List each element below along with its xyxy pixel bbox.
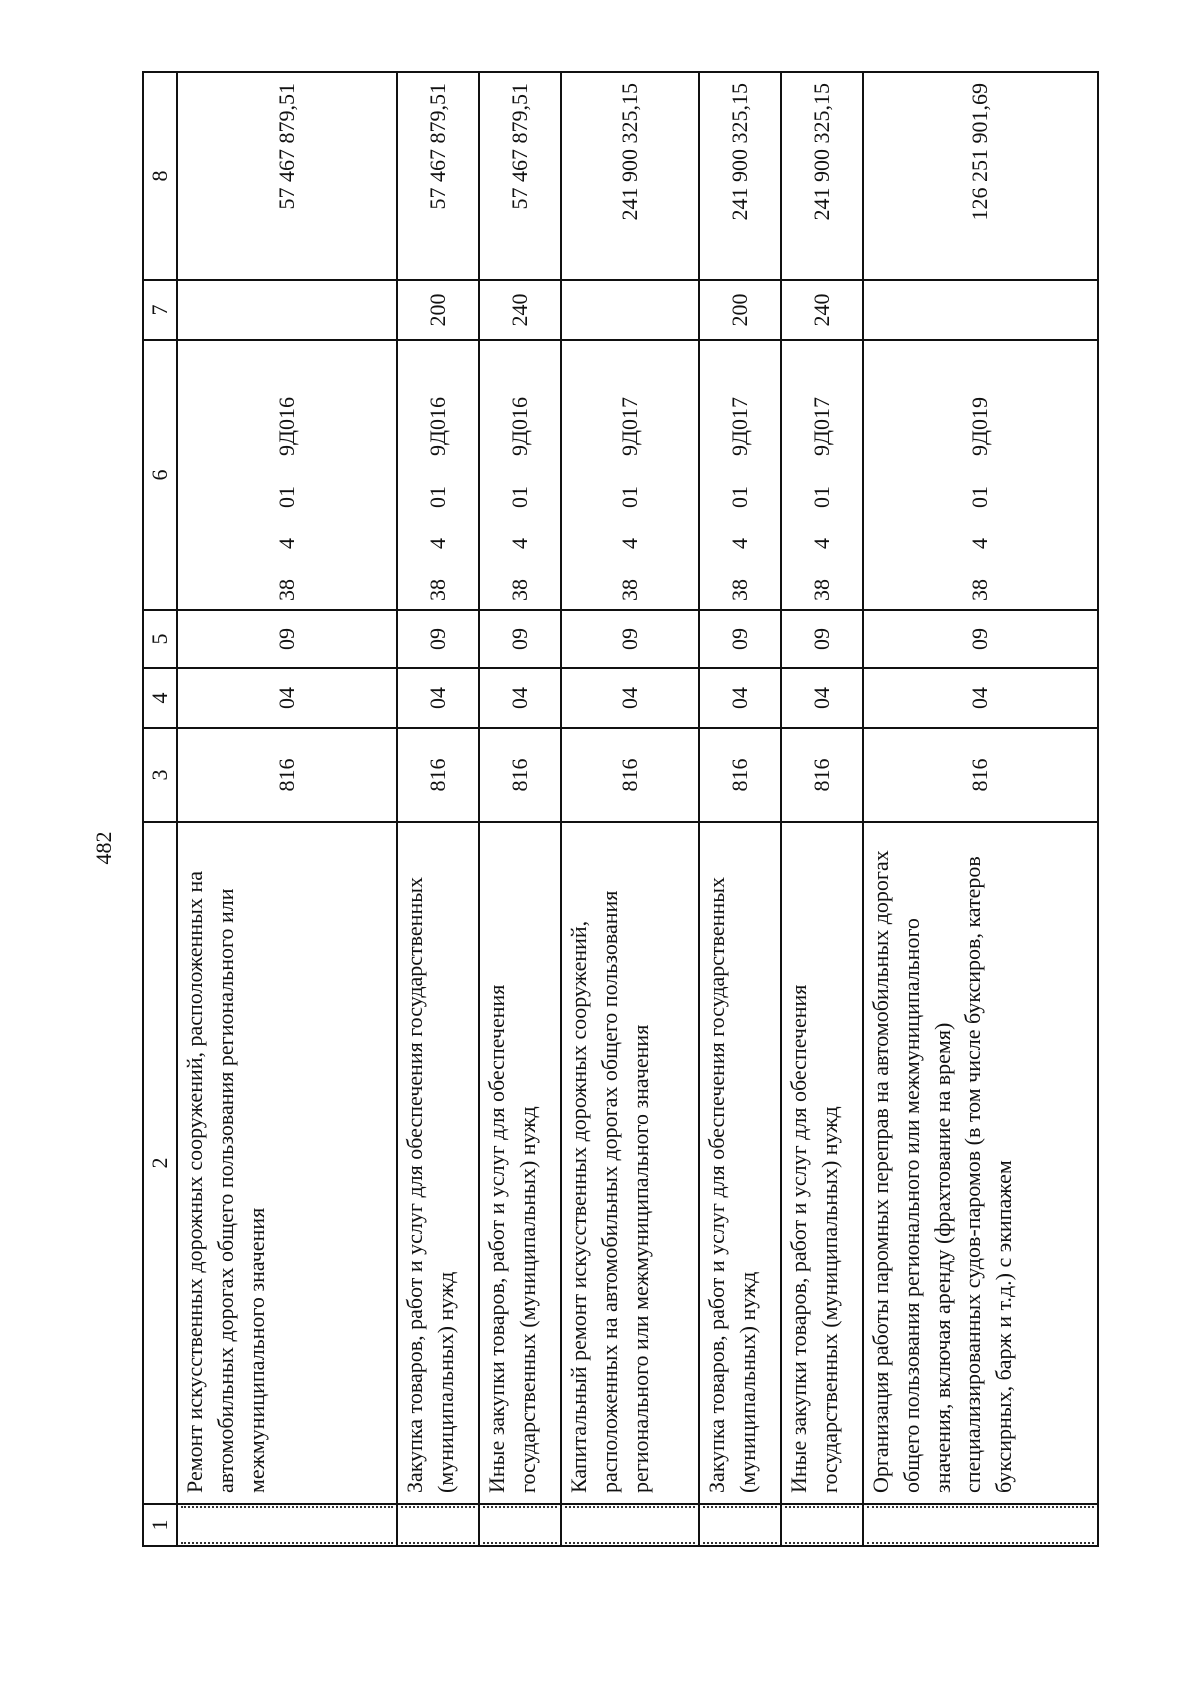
column-header-4: 4	[143, 668, 177, 728]
row-code-cell	[177, 340, 397, 610]
code-part: 01	[424, 486, 450, 508]
row-code-cell	[699, 340, 781, 610]
code-part: 9Д016	[424, 396, 450, 456]
row-amount-cell: 241 900 325,15	[699, 72, 781, 280]
row-name-cell: Организация работы паромных переправ на автомобильных дорогах общего пользования регионального или межмуниципального значения, включая аренду (фрахтование на время) специализированных судов-паромов (в том числе буксиров, катеров буксирных, барж и т.д.) с экипажем	[863, 822, 1098, 1504]
table-row	[479, 72, 561, 1546]
code-part: 01	[273, 486, 299, 508]
row-col7-cell: 200	[397, 280, 479, 340]
code-part: 4	[273, 538, 299, 549]
column-header-7: 7	[143, 280, 177, 340]
table-row	[177, 72, 397, 1546]
row-amount-cell: 57 467 879,51	[397, 72, 479, 280]
code-part: 4	[967, 538, 993, 549]
target-code	[965, 341, 996, 601]
code-part: 01	[726, 486, 752, 508]
row-number-cell	[863, 1504, 1098, 1546]
code-part: 01	[616, 486, 642, 508]
code-part: 38	[726, 579, 752, 601]
code-part: 9Д017	[616, 396, 642, 456]
row-amount-cell: 126 251 901,69	[863, 72, 1098, 280]
code-part: 9Д017	[726, 396, 752, 456]
target-code	[615, 341, 646, 601]
row-col4-cell: 04	[397, 668, 479, 728]
row-name-cell: Капитальный ремонт искусственных дорожных сооружений, расположенных на автомобильных дорогах общего пользования регионального или межмуниципального значения	[561, 822, 699, 1504]
code-part: 38	[424, 579, 450, 601]
row-code-cell	[397, 340, 479, 610]
row-col5-cell: 09	[699, 610, 781, 668]
column-header-1: 1	[143, 1504, 177, 1546]
row-col7-cell	[177, 280, 397, 340]
table-row	[397, 72, 479, 1546]
row-col7-cell: 240	[479, 280, 561, 340]
row-col4-cell: 04	[699, 668, 781, 728]
row-col7-cell: 240	[781, 280, 863, 340]
code-part: 01	[967, 486, 993, 508]
code-part: 4	[808, 538, 834, 549]
row-col3-cell: 816	[479, 728, 561, 822]
row-col7-cell	[561, 280, 699, 340]
table-row	[561, 72, 699, 1546]
row-code-cell	[561, 340, 699, 610]
dotted-divider	[480, 1505, 560, 1545]
budget-table	[142, 71, 1099, 1547]
row-code-cell	[781, 340, 863, 610]
row-name-cell: Закупка товаров, работ и услуг для обеспечения государственных (муниципальных) нужд	[699, 822, 781, 1504]
row-col3-cell: 816	[699, 728, 781, 822]
code-part: 4	[424, 538, 450, 549]
code-part: 4	[726, 538, 752, 549]
target-code	[807, 341, 838, 601]
dotted-divider	[178, 1505, 396, 1545]
row-name-cell: Закупка товаров, работ и услуг для обеспечения государственных (муниципальных) нужд	[397, 822, 479, 1504]
row-col3-cell: 816	[781, 728, 863, 822]
budget-table-container	[142, 83, 1097, 1547]
code-part: 38	[506, 579, 532, 601]
row-number-cell	[177, 1504, 397, 1546]
code-part: 4	[616, 538, 642, 549]
row-number-cell	[479, 1504, 561, 1546]
row-amount-cell: 57 467 879,51	[479, 72, 561, 280]
row-col5-cell: 09	[863, 610, 1098, 668]
code-part: 9Д016	[506, 396, 532, 456]
row-name-cell: Иные закупки товаров, работ и услуг для обеспечения государственных (муниципальных) нужд	[479, 822, 561, 1504]
column-header-6: 6	[143, 340, 177, 610]
row-col3-cell: 816	[863, 728, 1098, 822]
code-part: 01	[506, 486, 532, 508]
column-header-5: 5	[143, 610, 177, 668]
row-col4-cell: 04	[177, 668, 397, 728]
row-col7-cell	[863, 280, 1098, 340]
table-row	[781, 72, 863, 1546]
row-code-cell	[863, 340, 1098, 610]
code-part: 9Д019	[967, 396, 993, 456]
row-number-cell	[699, 1504, 781, 1546]
row-amount-cell: 57 467 879,51	[177, 72, 397, 280]
code-part: 38	[273, 579, 299, 601]
code-part: 38	[808, 579, 834, 601]
row-col4-cell: 04	[863, 668, 1098, 728]
dotted-divider	[700, 1505, 780, 1545]
code-part: 9Д016	[273, 396, 299, 456]
dotted-divider	[782, 1505, 862, 1545]
target-code	[505, 341, 536, 601]
row-col3-cell: 816	[397, 728, 479, 822]
code-part: 38	[616, 579, 642, 601]
target-code	[725, 341, 756, 601]
row-col3-cell: 816	[177, 728, 397, 822]
dotted-divider	[864, 1505, 1097, 1545]
code-part: 4	[506, 538, 532, 549]
row-code-cell	[479, 340, 561, 610]
table-header-row	[143, 72, 177, 1546]
row-col5-cell: 09	[781, 610, 863, 668]
row-amount-cell: 241 900 325,15	[561, 72, 699, 280]
page-number: 482	[91, 831, 116, 865]
dotted-divider	[398, 1505, 478, 1545]
code-part: 9Д017	[808, 396, 834, 456]
row-col4-cell: 04	[479, 668, 561, 728]
row-col5-cell: 09	[177, 610, 397, 668]
row-col7-cell: 200	[699, 280, 781, 340]
row-amount-cell: 241 900 325,15	[781, 72, 863, 280]
row-number-cell	[561, 1504, 699, 1546]
column-header-2: 2	[143, 822, 177, 1504]
row-number-cell	[781, 1504, 863, 1546]
column-header-3: 3	[143, 728, 177, 822]
target-code	[272, 341, 303, 601]
row-name-cell: Ремонт искусственных дорожных сооружений, расположенных на автомобильных дорогах общего пользования регионального или межмуниципального значения	[177, 822, 397, 1504]
row-col4-cell: 04	[781, 668, 863, 728]
row-number-cell	[397, 1504, 479, 1546]
table-row	[699, 72, 781, 1546]
dotted-divider	[562, 1505, 698, 1545]
row-name-cell: Иные закупки товаров, работ и услуг для обеспечения государственных (муниципальных) нужд	[781, 822, 863, 1504]
row-col5-cell: 09	[561, 610, 699, 668]
column-header-8: 8	[143, 72, 177, 280]
row-col5-cell: 09	[397, 610, 479, 668]
row-col3-cell: 816	[561, 728, 699, 822]
table-row	[863, 72, 1098, 1546]
code-part: 38	[967, 579, 993, 601]
target-code	[423, 341, 454, 601]
row-col4-cell: 04	[561, 668, 699, 728]
row-col5-cell: 09	[479, 610, 561, 668]
code-part: 01	[808, 486, 834, 508]
